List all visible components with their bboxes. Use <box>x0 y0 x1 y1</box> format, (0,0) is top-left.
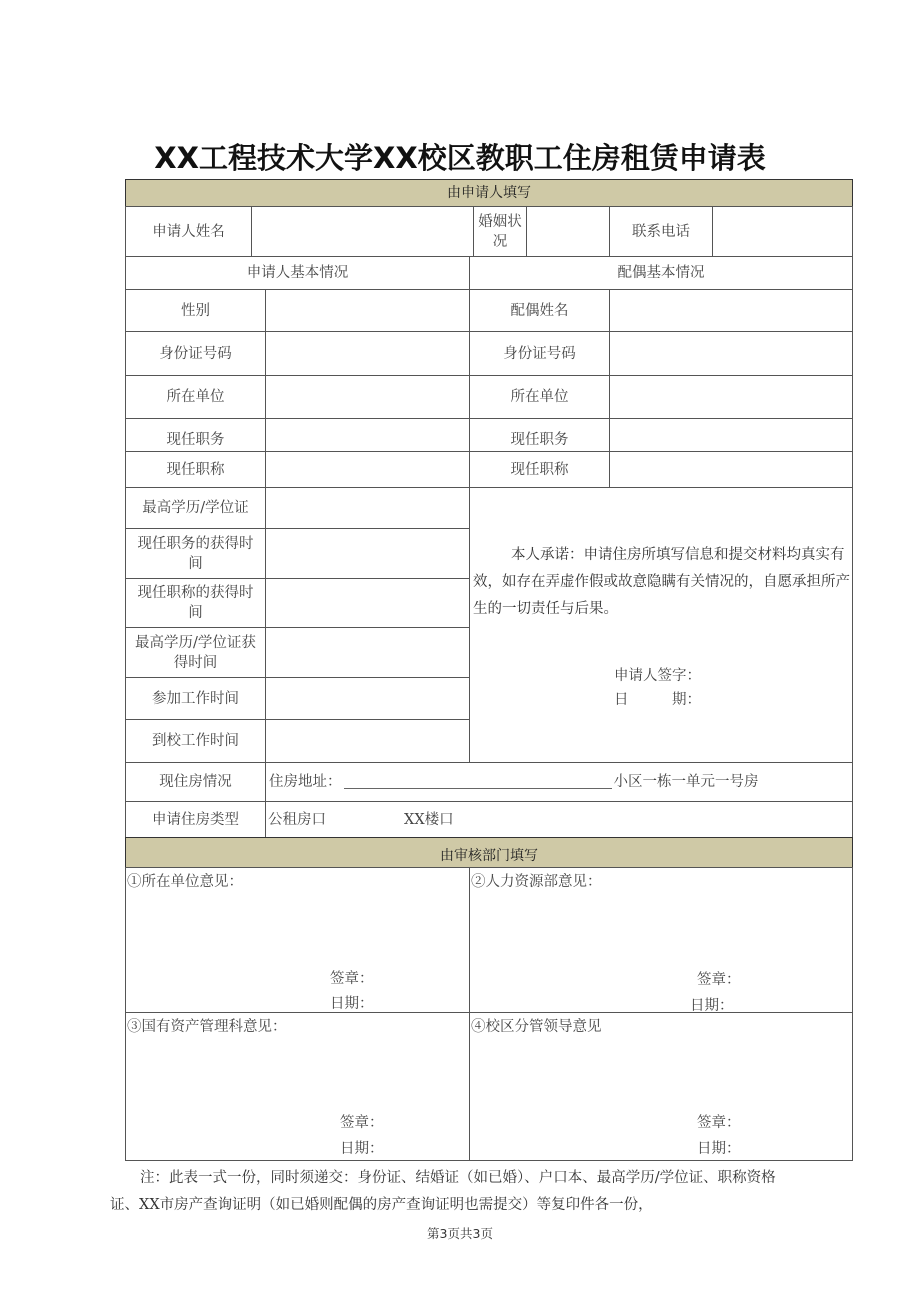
option-xx-building[interactable]: XX楼口 <box>404 811 454 828</box>
applicant-section-header: 由申请人填写 <box>125 179 853 207</box>
leader-date-label: 日期： <box>697 1141 741 1157</box>
unit-opinion-label: ①所在单位意见： <box>127 874 243 890</box>
pledge-date-label: 日 期： <box>614 692 701 708</box>
spouse-unit-input[interactable] <box>609 375 853 419</box>
asset-opinion-label: ③国有资产管理科意见： <box>127 1019 287 1035</box>
id-input[interactable] <box>265 331 470 376</box>
hr-opinion-label: ②人力资源部意见： <box>471 874 602 890</box>
title-rank-input[interactable] <box>265 451 470 488</box>
page-title: XX工程技术大学XX校区教职工住房租赁申请表 <box>154 141 766 175</box>
asset-stamp-label: 签章： <box>340 1115 384 1131</box>
leader-opinion-label: ④校区分管领导意见 <box>471 1019 602 1035</box>
school-start-label: 到校工作时间 <box>125 719 266 763</box>
address-suffix: 小区一栋一单元一号房 <box>613 774 759 790</box>
note-line-2: 证、XX市房产查询证明（如已婚则配偶的房产查询证明也需提交）等复印件各一份， <box>110 1197 653 1213</box>
position-date-label: 现任职务的获得时间 <box>125 528 266 579</box>
hr-stamp-label: 签章： <box>697 972 741 988</box>
spouse-position-input[interactable] <box>609 418 853 452</box>
leader-stamp-label: 签章： <box>697 1115 741 1131</box>
work-start-input[interactable] <box>265 677 470 720</box>
pledge-text: 本人承诺：申请住房所填写信息和提交材料均真实有效，如存在弄虚作假或故意隐瞒有关情况的，自愿承担所产生的一切责任与后果。 <box>473 547 850 617</box>
title-rank-label: 现任职称 <box>125 451 266 488</box>
unit-date-label: 日期： <box>330 996 374 1012</box>
position-label: 现任职务 <box>125 418 266 452</box>
address-label: 住房地址： <box>269 774 342 790</box>
title-date-label: 现任职称的获得时间 <box>125 578 266 628</box>
degree-label: 最高学历/学位证 <box>125 487 266 529</box>
spouse-id-input[interactable] <box>609 331 853 376</box>
unit-label: 所在单位 <box>125 375 266 419</box>
address-blank[interactable] <box>344 775 612 789</box>
housing-address-field[interactable] <box>265 762 853 802</box>
housing-type-label: 申请住房类型 <box>125 801 266 838</box>
spouse-id-label: 身份证号码 <box>469 331 610 376</box>
title-date-input[interactable] <box>265 578 470 628</box>
school-start-input[interactable] <box>265 719 470 763</box>
pledge-sign-label: 申请人签字： <box>614 668 701 684</box>
work-start-label: 参加工作时间 <box>125 677 266 720</box>
spouse-basic-header: 配偶基本情况 <box>469 256 853 290</box>
option-public-housing[interactable]: 公租房口 <box>268 811 326 828</box>
marital-input[interactable] <box>526 206 610 257</box>
housing-type-field <box>265 801 853 838</box>
spouse-name-input[interactable] <box>609 289 853 332</box>
spouse-position-label: 现任职务 <box>469 418 610 452</box>
name-input[interactable] <box>251 206 474 257</box>
position-date-input[interactable] <box>265 528 470 579</box>
phone-label: 联系电话 <box>609 206 713 257</box>
gender-label: 性别 <box>125 289 266 332</box>
note-line-1: 注：此表一式一份，同时须递交：身份证、结婚证（如已婚）、户口本、最高学历/学位证、职称资格 <box>140 1170 776 1186</box>
page-footer: 第3页共3页 <box>427 1226 493 1241</box>
pledge-box <box>469 487 853 763</box>
spouse-title-rank-label: 现任职称 <box>469 451 610 488</box>
degree-date-input[interactable] <box>265 627 470 678</box>
review-section-header: 由审核部门填写 <box>125 837 853 868</box>
marital-label: 婚姻状况 <box>473 206 527 257</box>
spouse-unit-label: 所在单位 <box>469 375 610 419</box>
id-label: 身份证号码 <box>125 331 266 376</box>
applicant-basic-header: 申请人基本情况 <box>125 256 470 290</box>
degree-input[interactable] <box>265 487 470 529</box>
gender-input[interactable] <box>265 289 470 332</box>
hr-date-label: 日期： <box>690 998 734 1014</box>
housing-status-label: 现住房情况 <box>125 762 266 802</box>
phone-input[interactable] <box>712 206 853 257</box>
degree-date-label: 最高学历/学位证获得时间 <box>125 627 266 678</box>
position-input[interactable] <box>265 418 470 452</box>
unit-stamp-label: 签章： <box>330 971 374 987</box>
spouse-name-label: 配偶姓名 <box>469 289 610 332</box>
spouse-title-rank-input[interactable] <box>609 451 853 488</box>
unit-input[interactable] <box>265 375 470 419</box>
name-label: 申请人姓名 <box>125 206 252 257</box>
asset-date-label: 日期： <box>340 1141 384 1157</box>
